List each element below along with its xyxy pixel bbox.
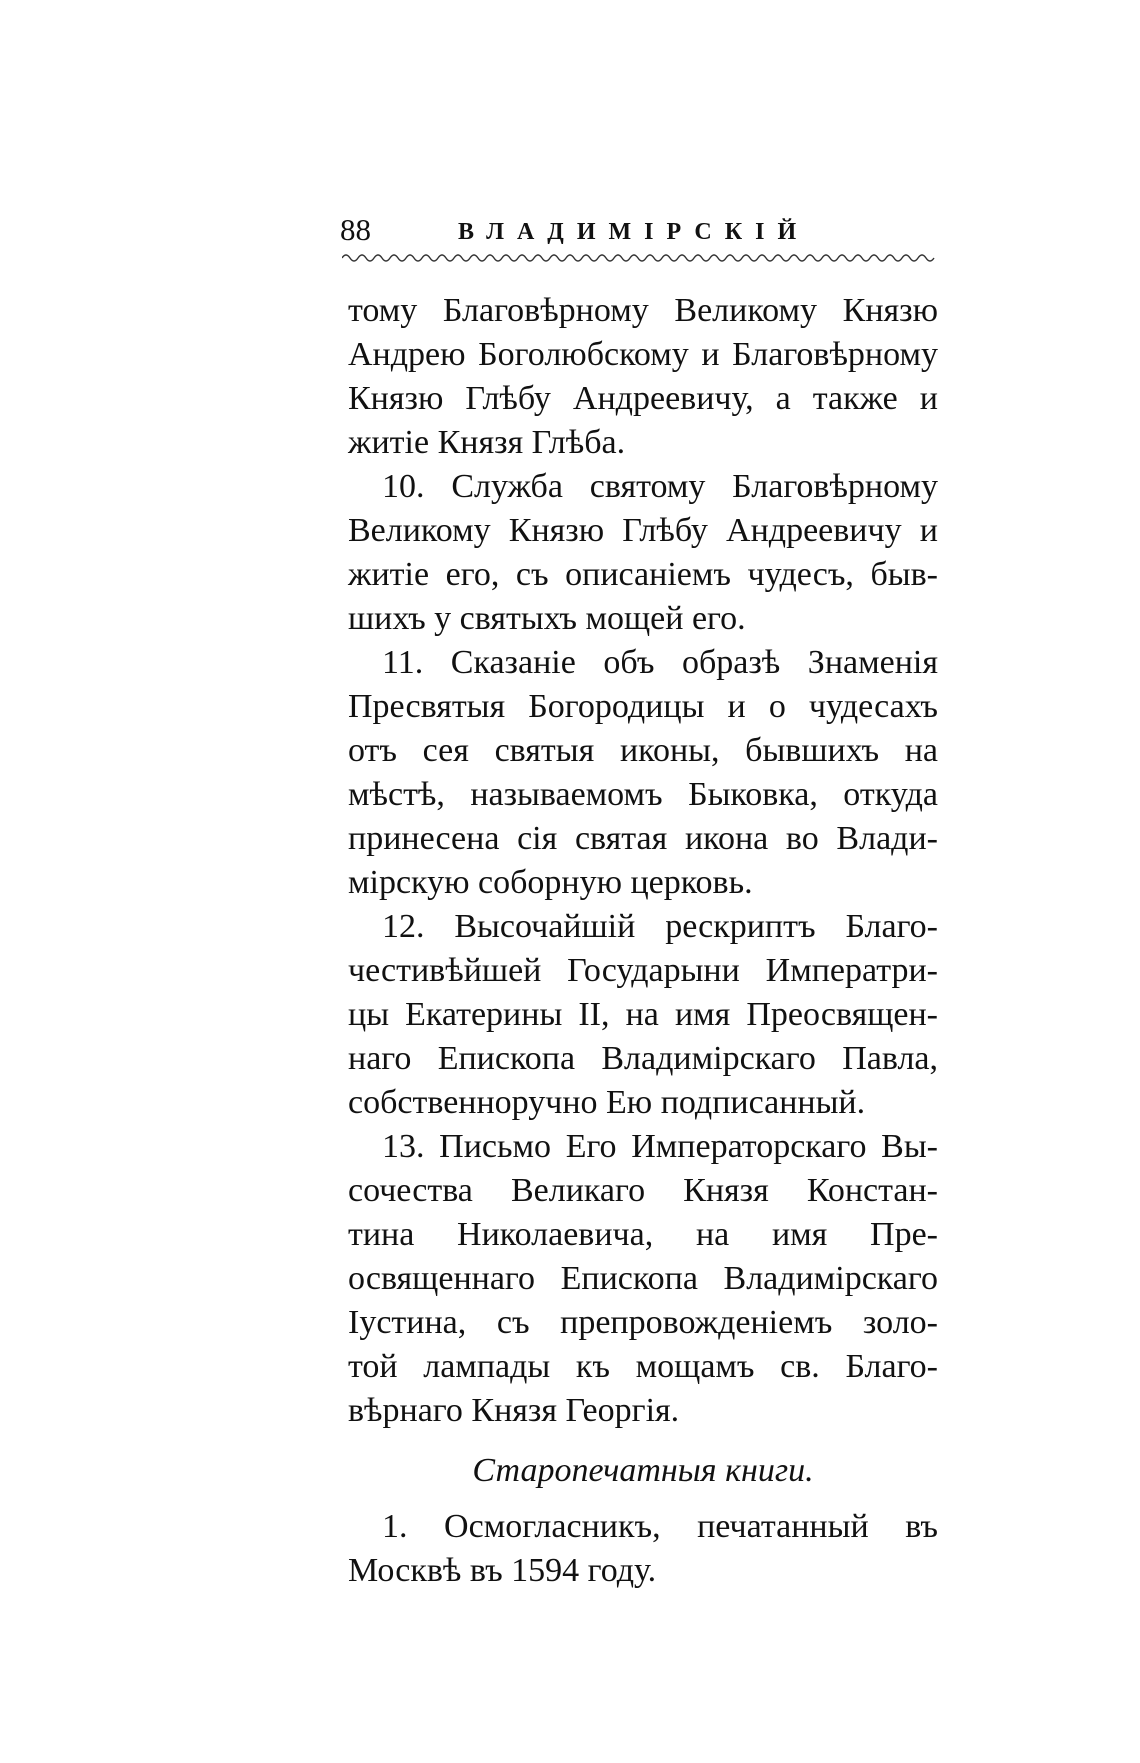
- text-line: 12. Высочайшій рескриптъ Благо-: [382, 908, 938, 945]
- running-title: ВЛАДИМІРСКІЙ: [458, 219, 810, 245]
- text-line: Великому Князю Глѣбу Андреевичу и: [348, 512, 938, 549]
- text-line: мірскую соборную церковь.: [348, 864, 753, 901]
- section-title: Старопечатныя книги.: [472, 1452, 814, 1489]
- text-line: житіе Князя Глѣба.: [348, 424, 626, 461]
- list-item-10: [348, 465, 938, 641]
- text-line: наго Епископа Владимірскаго Павла,: [348, 1040, 938, 1077]
- text-line: 10. Служба святому Благовѣрному: [382, 468, 938, 505]
- text-line: 1. Осмогласникъ, печатанный въ: [382, 1508, 938, 1545]
- text-line: тому Благовѣрному Великому Князю: [348, 292, 938, 329]
- list-item-13: [348, 1125, 938, 1433]
- text-line: собственноручно Ею подписанный.: [348, 1084, 866, 1121]
- list-item-12: [348, 905, 938, 1125]
- text-line: 13. Письмо Его Императорскаго Вы-: [382, 1128, 938, 1165]
- text-line: 11. Сказаніе объ образѣ Знаменія: [382, 644, 938, 681]
- text-line: отъ сея святыя иконы, бывшихъ на: [348, 732, 938, 769]
- text-line: житіе его, съ описаніемъ чудесъ, быв-: [348, 556, 938, 593]
- text-line: Князю Глѣбу Андреевичу, а также и: [348, 380, 938, 417]
- text-line: цы Екатерины II, на имя Преосвящен-: [348, 996, 938, 1033]
- page-body: [348, 289, 938, 1593]
- text-line: тина Николаевича, на имя Пре-: [348, 1216, 938, 1253]
- list-item-11: [348, 641, 938, 905]
- header-ornament-rule: [342, 252, 938, 264]
- text-line: Пресвятыя Богородицы и о чудесахъ: [348, 688, 938, 725]
- text-line: шихъ у святыхъ мощей его.: [348, 600, 746, 637]
- paragraph-continuation: [348, 289, 938, 465]
- text-line: сочества Великаго Князя Констан-: [348, 1172, 938, 1209]
- text-line: принесена сія святая икона во Влади-: [348, 820, 938, 857]
- page-number: 88: [340, 212, 371, 247]
- text-line: мѣстѣ, называемомъ Быковка, откуда: [348, 776, 938, 813]
- text-line: честивѣйшей Государыни Императри-: [348, 952, 938, 989]
- text-line: Москвѣ въ 1594 году.: [348, 1552, 657, 1589]
- page-header: [340, 208, 940, 252]
- text-line: вѣрнаго Князя Георгія.: [348, 1392, 680, 1429]
- text-line: Андрею Боголюбскому и Благовѣрному: [348, 336, 938, 373]
- list-item-1: [348, 1505, 938, 1593]
- text-line: той лампады къ мощамъ св. Благо-: [348, 1348, 938, 1385]
- text-line: освященнаго Епископа Владимірскаго: [348, 1260, 938, 1297]
- text-line: Іустина, съ препровожденіемъ золо-: [348, 1304, 938, 1341]
